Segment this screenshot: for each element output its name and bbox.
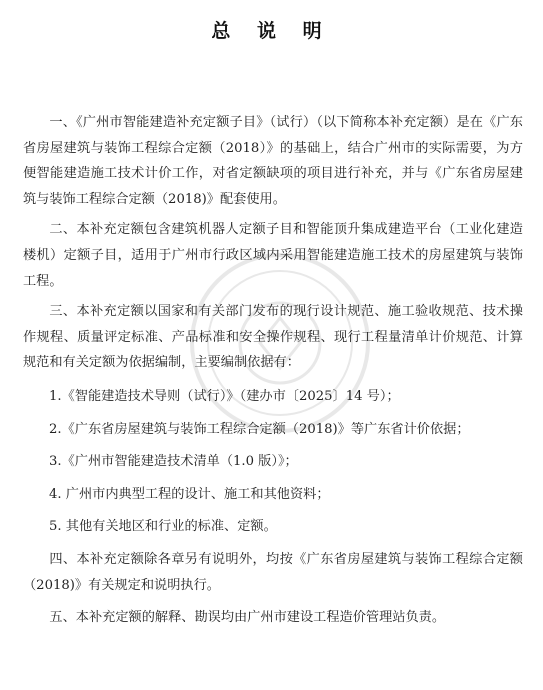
- list-item: 5. 其他有关地区和行业的标准、定额。: [49, 519, 277, 535]
- page-title: 总 说 明: [211, 20, 332, 42]
- list-item: 1.《智能建造技术导则（试行）》（建办市〔2025〕14 号）；: [49, 388, 400, 404]
- list-item: 3.《广州市智能建造技术清单（1.0 版）》；: [49, 454, 298, 470]
- paragraph-3: 三、本补充定额以国家和有关部门发布的现行设计规范、施工验收规范、技术操作规程、质量评定标准、产品标准和安全操作规程、现行工程量清单计价规范、计算规范和有关定额为依据编制，主要编制依据有：: [23, 304, 523, 371]
- document-body: [23, 110, 523, 631]
- paragraph-5: 五、本补充定额的解释、勘误均由广州市建设工程造价管理站负责。: [49, 610, 446, 626]
- paragraph-4: 四、本补充定额除各章另有说明外，均按《广东省房屋建筑与装饰工程综合定额（2018)》有关规定和说明执行。: [23, 551, 523, 593]
- paragraph-2: 二、本补充定额包含建筑机器人定额子目和智能顶升集成建造平台（工业化建造楼机）定额子目，适用于广州市行政区域内采用智能建造施工技术的房屋建筑与装饰工程。: [23, 222, 523, 289]
- paragraph-1: 一、《广州市智能建造补充定额子目》（试行）（以下简称本补充定额）是在《广东省房屋建筑与装饰工程综合定额（2018）》的基础上，结合广州市的实际需要，为方便智能建造施工技术计价工作，对省定额缺项的项目进行补充，并与《广东省房屋建筑与装饰工程综合定额（2018)》配套使用。: [23, 115, 523, 207]
- list-item: 2.《广东省房屋建筑与装饰工程综合定额（2018)》等广东省计价依据；: [49, 421, 470, 437]
- list-item: 4. 广州市内典型工程的设计、施工和其他资料；: [49, 486, 330, 502]
- basis-list: [23, 384, 523, 540]
